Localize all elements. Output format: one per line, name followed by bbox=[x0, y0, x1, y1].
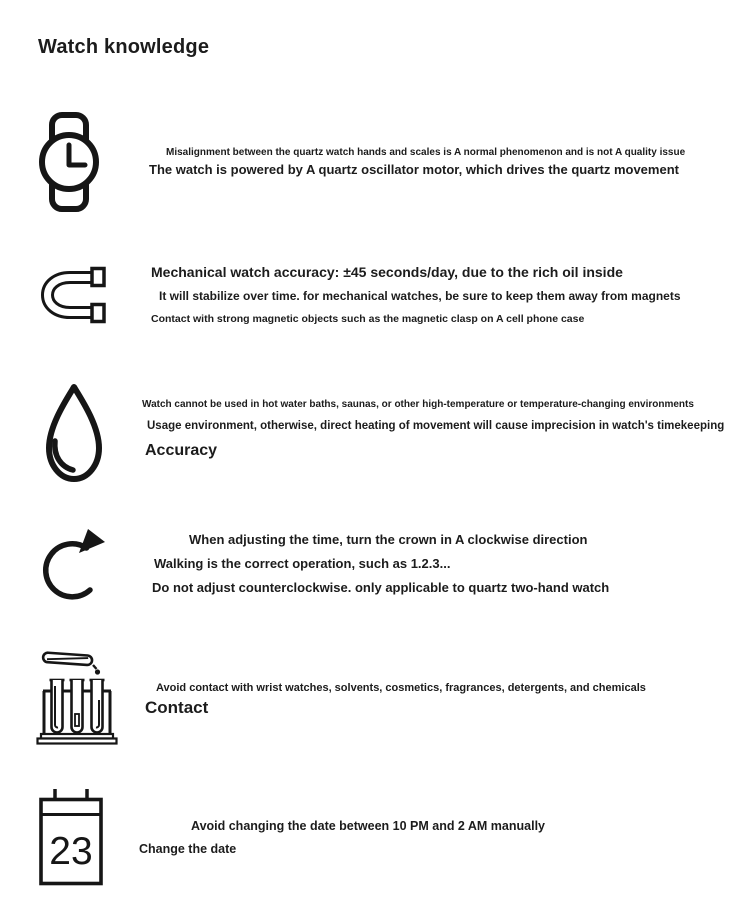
quartz-note-main: The watch is powered by A quartz oscillator motor, which drives the quartz movement bbox=[149, 162, 679, 177]
contact-heading: Contact bbox=[145, 698, 209, 717]
magnet-note-mid: It will stabilize over time. for mechanical watches, be sure to keep them away from magnets bbox=[159, 289, 681, 303]
magnet-note-small: Contact with strong magnetic objects such as the magnetic clasp on A cell phone case bbox=[151, 313, 585, 325]
crown-note-3: Do not adjust counterclockwise. only applicable to quartz two-hand watch bbox=[152, 580, 610, 595]
crown-note-2: Walking is the correct operation, such as 1.2.3... bbox=[154, 556, 451, 571]
temperature-note-mid: Usage environment, otherwise, direct heating of movement will cause imprecision in watch's timekeeping bbox=[147, 420, 725, 432]
water-drop-icon bbox=[40, 382, 108, 484]
wristwatch-icon bbox=[38, 112, 100, 212]
test-tubes-icon bbox=[36, 648, 118, 747]
temperature-note-small: Watch cannot be used in hot water baths, saunas, or other high-temperature or temperature-changing environments bbox=[142, 399, 694, 410]
magnet-note-main: Mechanical watch accuracy: ±45 seconds/day, due to the rich oil inside bbox=[151, 264, 623, 280]
calendar-day-number: 23 bbox=[49, 830, 93, 873]
calendar-icon bbox=[38, 788, 104, 886]
clockwise-arrow-icon bbox=[42, 528, 108, 608]
change-date-heading: Change the date bbox=[139, 842, 237, 856]
date-note: Avoid changing the date between 10 PM and 2 AM manually bbox=[191, 819, 545, 833]
crown-note-1: When adjusting the time, turn the crown in A clockwise direction bbox=[189, 532, 588, 547]
page-title: Watch knowledge bbox=[38, 36, 210, 58]
magnet-icon bbox=[40, 266, 108, 324]
quartz-note-small: Misalignment between the quartz watch hands and scales is A normal phenomenon and is not A quality issue bbox=[166, 147, 686, 158]
accuracy-heading: Accuracy bbox=[145, 442, 218, 459]
chemicals-note: Avoid contact with wrist watches, solvents, cosmetics, fragrances, detergents, and chemicals bbox=[156, 682, 646, 694]
